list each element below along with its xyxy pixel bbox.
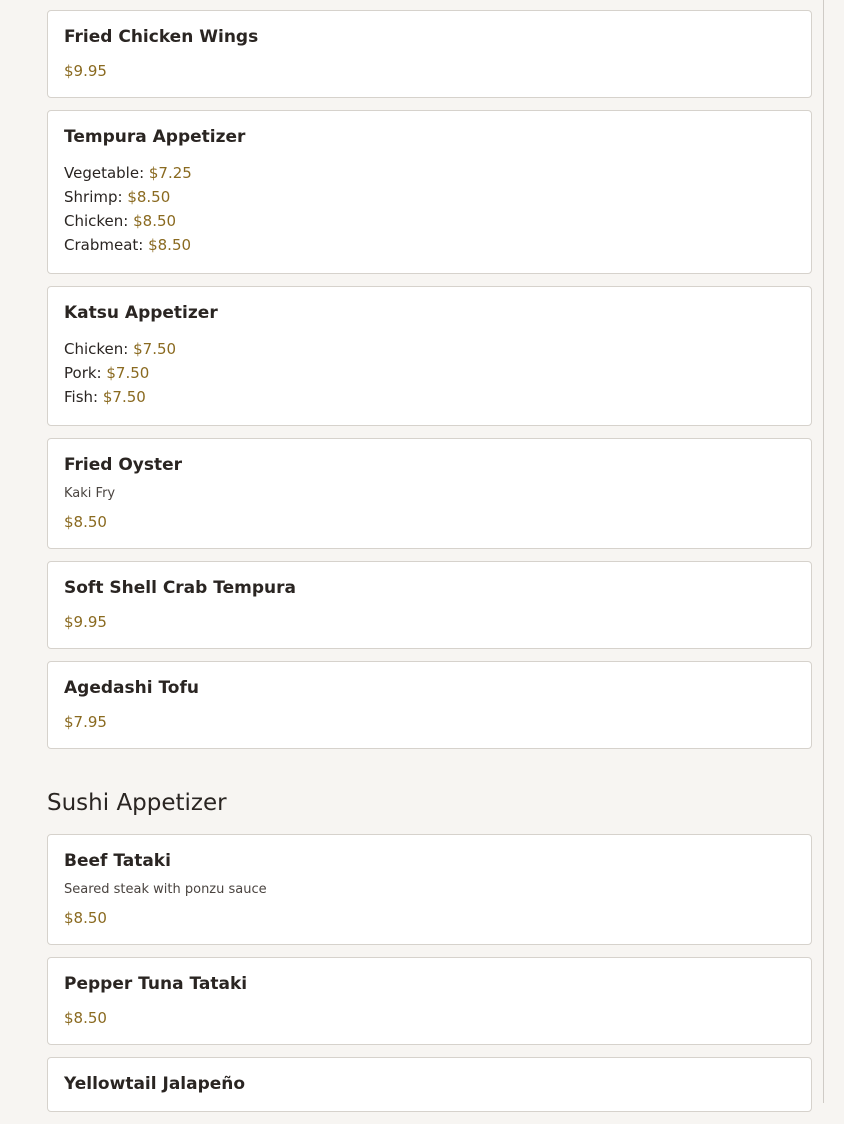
menu-item-name: Yellowtail Jalapeño <box>64 1074 246 1094</box>
menu-item-card[interactable] <box>47 286 812 426</box>
variant-row <box>64 337 795 361</box>
menu-list <box>47 10 812 1124</box>
menu-item-name: Katsu Appetizer <box>64 303 218 323</box>
menu-item-price: $9.95 <box>64 613 107 631</box>
variant-list <box>64 337 795 409</box>
variant-price: $7.50 <box>102 388 146 406</box>
menu-item-price: $8.50 <box>64 513 107 531</box>
variant-row <box>64 233 795 257</box>
menu-item-name: Beef Tataki <box>64 851 171 871</box>
menu-item-name: Pepper Tuna Tataki <box>64 974 248 994</box>
menu-item-price: $9.95 <box>64 62 107 80</box>
menu-item-card[interactable] <box>47 957 812 1045</box>
menu-item-description: Kaki Fry <box>64 486 116 501</box>
menu-item-name: Fried Oyster <box>64 455 183 475</box>
variant-price: $8.50 <box>127 188 171 206</box>
menu-item-card[interactable] <box>47 561 812 649</box>
variant-row <box>64 361 795 385</box>
variant-label: Vegetable: <box>64 164 149 182</box>
variant-list <box>64 161 795 257</box>
menu-item-price: $7.95 <box>64 713 107 731</box>
menu-item-card[interactable] <box>47 1057 812 1112</box>
section-heading: Sushi Appetizer <box>47 790 227 816</box>
variant-row <box>64 161 795 185</box>
menu-item-card[interactable] <box>47 661 812 749</box>
variant-price: $7.25 <box>148 164 192 182</box>
menu-item-name: Tempura Appetizer <box>64 127 246 147</box>
variant-label: Chicken: <box>64 212 134 230</box>
variant-price: $8.50 <box>133 212 177 230</box>
variant-label: Crabmeat: <box>64 236 149 254</box>
variant-row <box>64 385 795 409</box>
menu-item-name: Agedashi Tofu <box>64 678 199 698</box>
variant-price: $8.50 <box>148 236 192 254</box>
variant-label: Chicken: <box>64 340 134 358</box>
menu-item-card[interactable] <box>47 438 812 549</box>
menu-item-card[interactable] <box>47 10 812 98</box>
variant-label: Shrimp: <box>64 188 128 206</box>
menu-item-name: Fried Chicken Wings <box>64 27 259 47</box>
variant-price: $7.50 <box>133 340 177 358</box>
menu-item-price: $8.50 <box>64 1009 107 1027</box>
menu-item-name: Soft Shell Crab Tempura <box>64 578 296 598</box>
menu-item-description: Seared steak with ponzu sauce <box>64 882 267 897</box>
variant-label: Pork: <box>64 364 107 382</box>
variant-row <box>64 209 795 233</box>
variant-price: $7.50 <box>106 364 150 382</box>
variant-label: Fish: <box>64 388 103 406</box>
menu-item-card[interactable] <box>47 110 812 274</box>
variant-row <box>64 185 795 209</box>
menu-item-price: $8.50 <box>64 909 107 927</box>
menu-item-card[interactable] <box>47 834 812 945</box>
